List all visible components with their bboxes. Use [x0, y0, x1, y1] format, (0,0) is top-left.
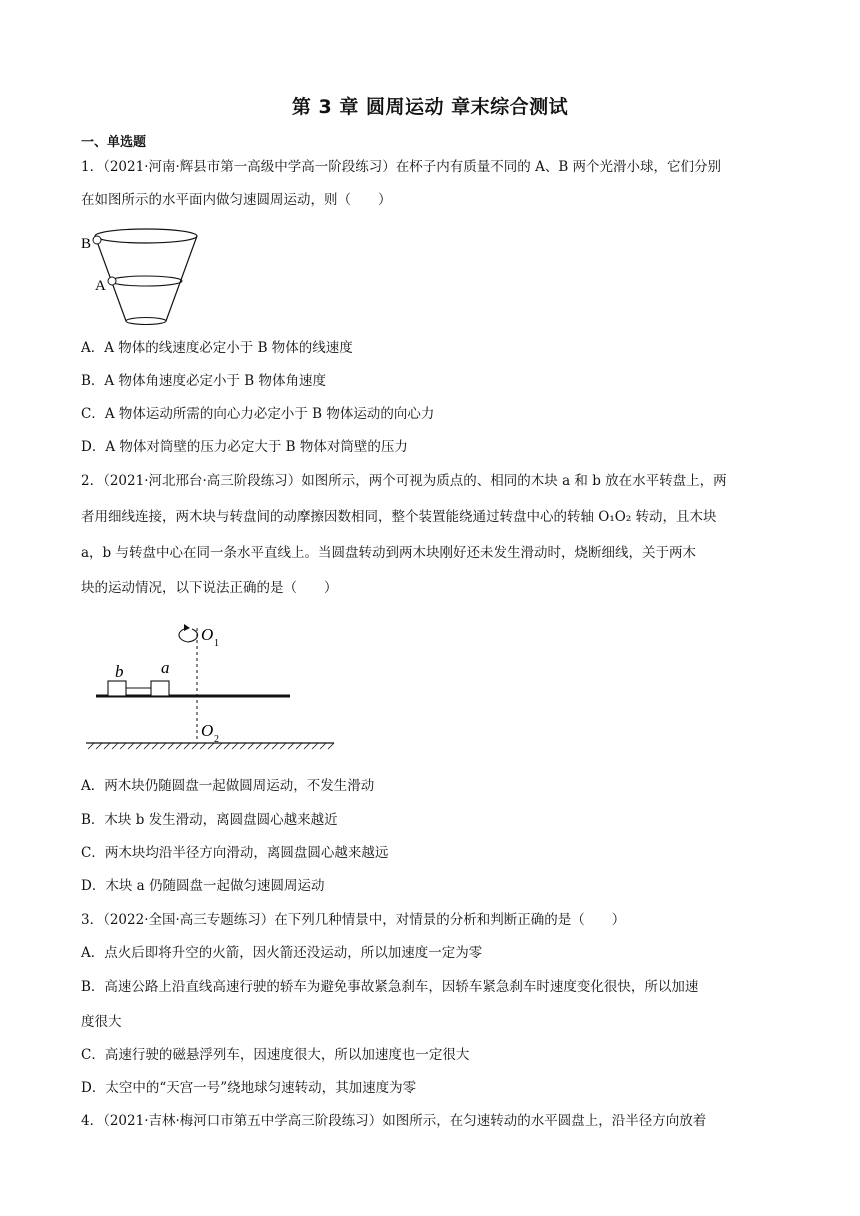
q3-option-a: A．点火后即将升空的火箭，因火箭还没运动，所以加速度一定为零: [81, 945, 483, 961]
q2-option-c: C．两木块均沿半径方向滑动，离圆盘圆心越来越远: [81, 845, 389, 861]
q1-option-c: C．A 物体运动所需的向心力必定小于 B 物体运动的向心力: [81, 406, 435, 422]
q2-option-d: D．木块 a 仍随圆盘一起做匀速圆周运动: [81, 878, 325, 894]
q3-option-b: B．高速公路上沿直线高速行驶的轿车为避免事故紧急刹车，因轿车紧急刹车时速度变化很快，所以加速: [81, 979, 699, 995]
page-title: 第 3 章 圆周运动 章末综合测试: [291, 96, 569, 118]
q2-option-a: A．两木块仍随圆盘一起做圆周运动，不发生滑动: [81, 778, 375, 794]
label-a: A: [95, 278, 106, 294]
section-heading: 一、单选题: [81, 135, 147, 150]
cup-figure: [80, 226, 210, 332]
q1-option-d: D．A 物体对筒壁的压力必定大于 B 物体对筒壁的压力: [81, 439, 408, 455]
q2-stem-line-3: a，b 与转盘中心在同一条水平直线上。当圆盘转动到两木块刚好还未发生滑动时，烧断细线，关于两木: [81, 545, 696, 561]
q1-stem-line-1: 1．（2021·河南·辉县市第一高级中学高一阶段练习）在杯子内有质量不同的 A、B 两个光滑小球，它们分别: [81, 159, 722, 175]
label-o2-sub: 2: [214, 734, 219, 745]
q3-stem: 3．（2022·全国·高三专题练习）在下列几种情景中，对情景的分析和判断正确的是（ ）: [81, 912, 626, 928]
q1-stem-line-2: 在如图所示的水平面内做匀速圆周运动，则（ ）: [81, 192, 392, 208]
q4-stem: 4．（2021·吉林·梅河口市第五中学高三阶段练习）如图所示，在匀速转动的水平圆盘上，沿半径方向放着: [81, 1113, 707, 1129]
label-block-b: b: [115, 662, 124, 681]
q2-stem-line-2: 者用细线连接，两木块与转盘间的动摩擦因数相同，整个装置能绕通过转盘中心的转轴 O₁O₂ 转动，且木块: [81, 509, 717, 525]
q3-option-d: D．太空中的“天宫一号”绕地球匀速转动，其加速度为零: [81, 1080, 417, 1096]
label-o1-sub: 1: [214, 638, 219, 649]
q3-option-c: C．高速行驶的磁悬浮列车，因速度很大，所以加速度也一定很大: [81, 1047, 470, 1063]
q2-stem-line-4: 块的运动情况，以下说法正确的是（ ）: [81, 580, 338, 596]
q2-stem-line-1: 2．（2021·河北邢台·高三阶段练习）如图所示，两个可视为质点的、相同的木块 a 和 b 放在水平转盘上，两: [81, 473, 727, 489]
turntable-figure: [84, 618, 336, 750]
q3-option-b-cont: 度很大: [81, 1014, 122, 1030]
q1-option-b: B．A 物体角速度必定小于 B 物体角速度: [81, 373, 326, 389]
label-o1: O: [201, 625, 214, 644]
label-block-a: a: [161, 658, 170, 677]
label-o2: O: [201, 721, 214, 740]
q2-option-b: B．木块 b 发生滑动，离圆盘圆心越来越近: [81, 812, 338, 828]
q1-option-a: A．A 物体的线速度必定小于 B 物体的线速度: [81, 340, 353, 356]
ground-hatching: [88, 743, 334, 749]
label-b: B: [81, 236, 92, 252]
